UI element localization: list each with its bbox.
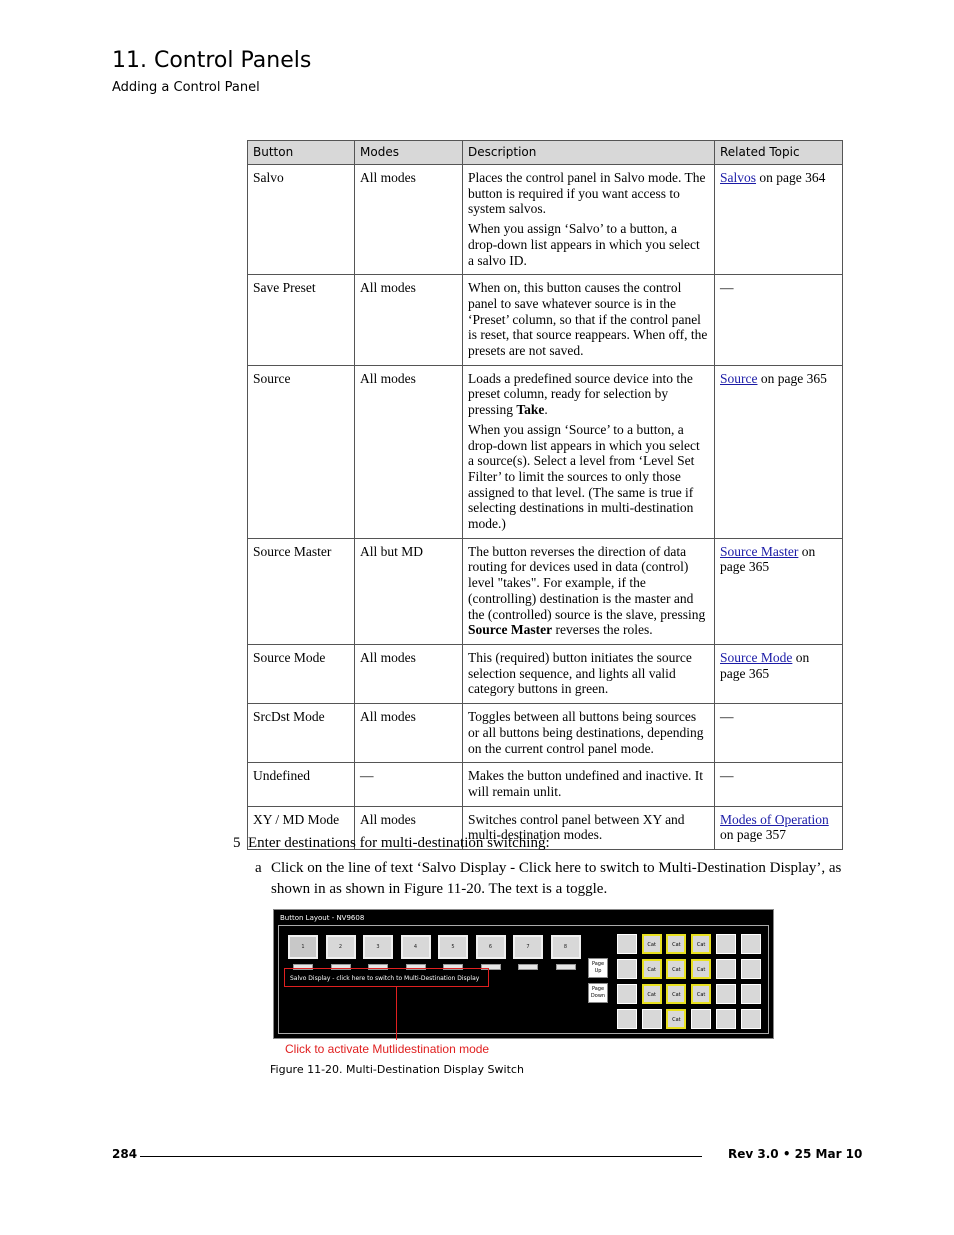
table-row <box>248 165 843 275</box>
related-topic-link[interactable]: Source Mode <box>720 649 793 665</box>
cell-modes: All modes <box>355 365 463 538</box>
cell-button: Source <box>248 365 355 538</box>
cell-related-topic <box>715 365 843 538</box>
bold-term: Take <box>516 402 545 418</box>
cell-description <box>463 538 715 644</box>
description-paragraph: When you assign ‘Salvo’ to a button, a drop-down list appears in which you select a salvo ID. <box>468 221 700 268</box>
cell-description <box>463 763 715 806</box>
description-paragraph: When on, this button causes the control panel to save whatever source is in the ‘Preset’ column, so that if the control panel is reset, that source reappears. When off, the presets are not saved. <box>468 280 708 359</box>
column-header-modes: Modes <box>355 141 463 165</box>
panel-button-4[interactable]: 4 <box>401 935 431 959</box>
footer-rule <box>140 1156 702 1157</box>
category-button[interactable]: Cat <box>642 984 662 1004</box>
grid-button[interactable] <box>741 959 761 979</box>
cell-modes: All modes <box>355 704 463 763</box>
description-paragraph: When you assign ‘Source’ to a button, a drop-down list appears in which you select a source(s). Select a level from ‘Level Set Filter’ to limit the sources to only those assigned to that level. (The same is true if selecting destinations in multi-destination mode.) <box>468 421 700 532</box>
table-row <box>248 538 843 644</box>
cell-modes: All modes <box>355 165 463 275</box>
cell-description <box>463 644 715 703</box>
cell-description <box>463 165 715 275</box>
description-paragraph: Loads a predefined source device into the preset column, ready for selection by pressing Take. <box>468 370 693 418</box>
revision-label: Rev 3.0 • 25 Mar 10 <box>728 1147 863 1161</box>
cell-modes: All modes <box>355 644 463 703</box>
category-button[interactable]: Cat <box>666 1009 686 1029</box>
grid-button[interactable] <box>617 959 637 979</box>
panel-button-2[interactable]: 2 <box>326 935 356 959</box>
cell-button: Undefined <box>248 763 355 806</box>
cell-modes: All but MD <box>355 538 463 644</box>
salvo-display-toggle[interactable]: Salvo Display - click here to switch to Multi-Destination Display <box>290 975 480 982</box>
cell-button: Salvo <box>248 165 355 275</box>
cell-modes: All modes <box>355 275 463 366</box>
category-button[interactable]: Cat <box>666 934 686 954</box>
step-number: 5 <box>233 835 241 851</box>
panel-button-8[interactable]: 8 <box>551 935 581 959</box>
grid-button[interactable] <box>741 934 761 954</box>
screenshot-window-title: Button Layout - NV9608 <box>280 914 365 922</box>
cell-description <box>463 365 715 538</box>
table-row <box>248 644 843 703</box>
cell-related-topic <box>715 165 843 275</box>
column-header-button: Button <box>248 141 355 165</box>
category-button[interactable]: Cat <box>642 959 662 979</box>
cell-button: XY / MD Mode <box>248 806 355 849</box>
page-up-button[interactable]: Page Up <box>588 958 608 978</box>
grid-button[interactable] <box>716 959 736 979</box>
column-header-related-topic: Related Topic <box>715 141 843 165</box>
related-topic-link[interactable]: Source Master <box>720 543 799 559</box>
cell-related-topic: — <box>715 763 843 806</box>
substep-text: Click on the line of text ‘Salvo Display - Click here to switch to Multi-Destination Display’, as shown in as shown in Figure 11-20. The text is a toggle. <box>271 860 842 897</box>
related-topic-link[interactable]: Modes of Operation <box>720 811 829 827</box>
cell-button: Save Preset <box>248 275 355 366</box>
related-topic-page: on page 365 <box>757 370 827 386</box>
table-row <box>248 365 843 538</box>
category-button[interactable]: Cat <box>691 959 711 979</box>
panel-button-6[interactable]: 6 <box>476 935 506 959</box>
table-row <box>248 704 843 763</box>
category-button[interactable]: Cat <box>642 934 662 954</box>
grid-button[interactable] <box>617 1009 637 1029</box>
substep-label: a <box>255 860 262 876</box>
description-paragraph: Makes the button undefined and inactive. It will remain unlit. <box>468 768 704 799</box>
chapter-title: 11. Control Panels <box>112 48 312 73</box>
related-topic-page: on page 357 <box>720 827 786 843</box>
description-paragraph: Toggles between all buttons being sources or all buttons being destinations, depending on the current control panel mode. <box>468 709 704 756</box>
step-5 <box>233 833 550 854</box>
cell-modes: — <box>355 763 463 806</box>
grid-button[interactable] <box>741 1009 761 1029</box>
panel-button-indicator <box>518 964 538 970</box>
category-button[interactable]: Cat <box>666 959 686 979</box>
grid-button[interactable] <box>617 984 637 1004</box>
step-text: Enter destinations for multi-destination switching: <box>248 835 550 851</box>
related-topic-link[interactable]: Salvos <box>720 170 757 185</box>
cell-button: Source Master <box>248 538 355 644</box>
related-topic-page: on page 364 <box>756 170 826 185</box>
panel-button-5[interactable]: 5 <box>438 935 468 959</box>
grid-button[interactable] <box>741 984 761 1004</box>
panel-button-3[interactable]: 3 <box>363 935 393 959</box>
callout-text: Click to activate Mutlidestination mode <box>285 1042 490 1056</box>
grid-button[interactable] <box>642 1009 662 1029</box>
grid-button[interactable] <box>716 934 736 954</box>
page-number: 284 <box>112 1147 138 1161</box>
cell-related-topic <box>715 806 843 849</box>
cell-related-topic <box>715 538 843 644</box>
callout-line <box>396 987 397 1040</box>
table-row <box>248 275 843 366</box>
panel-button-7[interactable]: 7 <box>513 935 543 959</box>
grid-button[interactable] <box>617 934 637 954</box>
panel-button-indicator <box>556 964 576 970</box>
panel-button-1[interactable]: 1 <box>288 935 318 959</box>
grid-button[interactable] <box>716 984 736 1004</box>
description-paragraph: This (required) button initiates the source selection sequence, and lights all valid category buttons in green. <box>468 649 692 697</box>
related-topic-page: on page 365 <box>720 543 816 575</box>
cell-description <box>463 704 715 763</box>
column-header-description: Description <box>463 141 715 165</box>
grid-button[interactable] <box>691 1009 711 1029</box>
related-topic-page: on page 365 <box>720 649 810 681</box>
button-table <box>247 140 843 850</box>
cell-description <box>463 275 715 366</box>
category-button[interactable]: Cat <box>691 984 711 1004</box>
table-row <box>248 763 843 806</box>
section-title: Adding a Control Panel <box>112 80 260 95</box>
cell-related-topic: — <box>715 275 843 366</box>
category-button[interactable]: Cat <box>691 934 711 954</box>
table-header-row <box>248 141 843 165</box>
callout-highlight-box <box>284 968 489 987</box>
cell-button: SrcDst Mode <box>248 704 355 763</box>
grid-button[interactable] <box>716 1009 736 1029</box>
description-paragraph: The button reverses the direction of data routing for devices used in data (control) level "takes". For example, if the (controlling) destination is the master and the (controlled) source is the slave, pressing Source Master reverses the roles. <box>468 543 706 638</box>
cell-related-topic <box>715 644 843 703</box>
description-paragraph: Switches control panel between XY and multi-destination modes. <box>468 811 685 843</box>
page-down-button[interactable]: Page Down <box>588 983 608 1003</box>
step-a <box>255 858 855 900</box>
related-topic-link[interactable]: Source <box>720 370 758 386</box>
description-paragraph: Places the control panel in Salvo mode. The button is required if you want access to system salvos. <box>468 170 706 217</box>
figure-caption: Figure 11-20. Multi-Destination Display Switch <box>270 1063 524 1076</box>
cell-button: Source Mode <box>248 644 355 703</box>
cell-modes: All modes <box>355 806 463 849</box>
bold-term: Source Master <box>468 622 553 638</box>
category-button[interactable]: Cat <box>666 984 686 1004</box>
cell-related-topic: — <box>715 704 843 763</box>
